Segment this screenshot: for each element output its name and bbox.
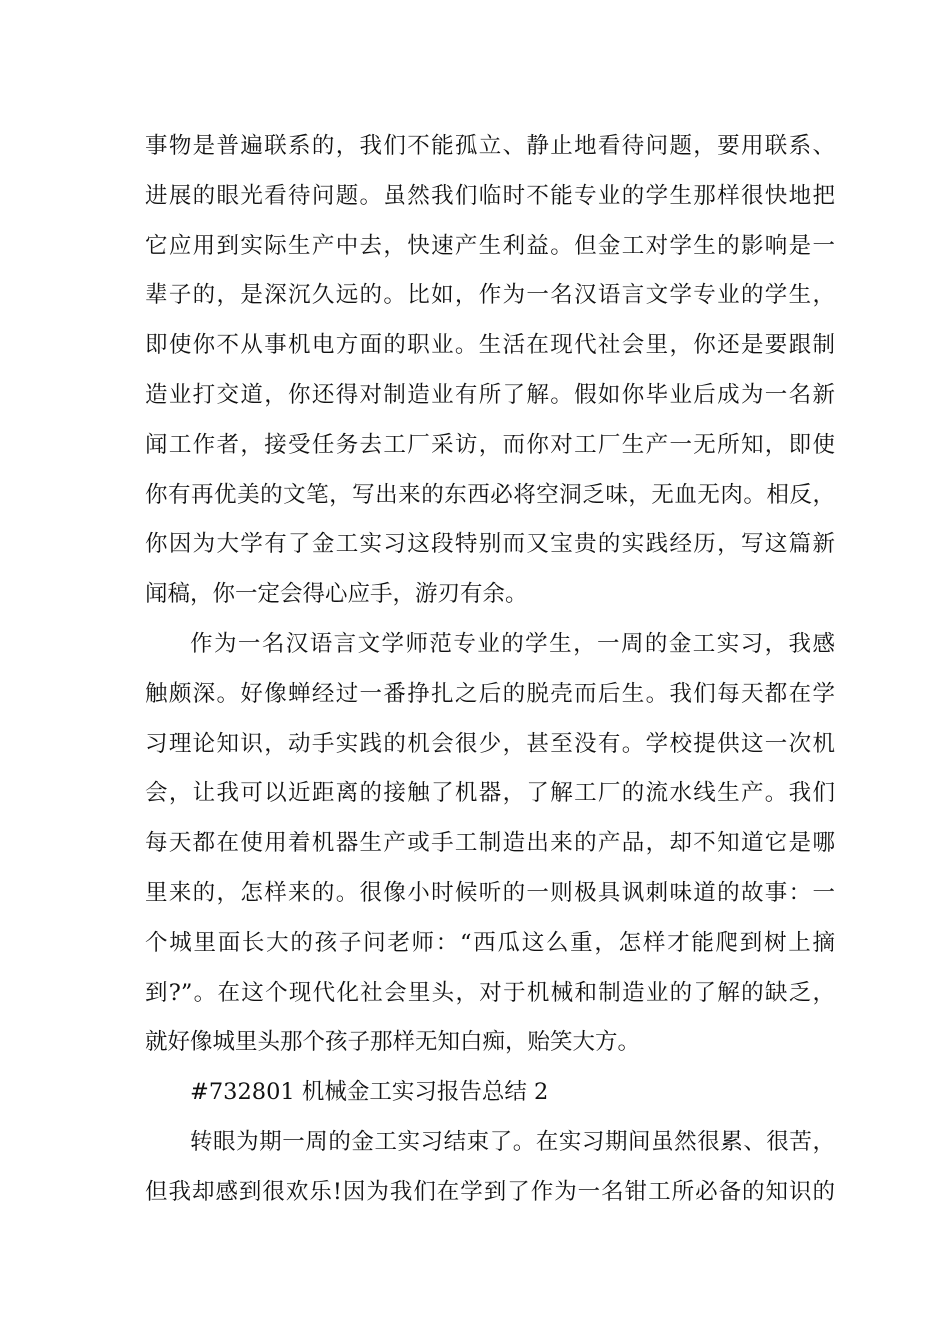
paragraph-1-line-1: 事物是普遍联系的，我们不能孤立、静止地看待问题，要用联系、	[145, 133, 835, 159]
paragraph-2-line-1: 作为一名汉语言文学师范专业的学生，一周的金工实习，我感	[190, 630, 835, 657]
paragraph-1-line-6: 造业打交道，你还得对制造业有所了解。假如你毕业后成为一名新	[145, 381, 835, 408]
document-body	[145, 128, 835, 1224]
paragraph-2-line-8: 到?”。在这个现代化社会里头，对于机械和制造业的了解的缺乏，	[145, 979, 835, 1006]
paragraph-3-line-1: 转眼为期一周的金工实习结束了。在实习期间虽然很累、很苦，	[190, 1128, 835, 1155]
paragraph-1-line-5: 即使你不从事机电方面的职业。生活在现代社会里，你还是要跟制	[145, 332, 835, 359]
paragraph-2-line-9: 就好像城里头那个孩子那样无知白痴，贻笑大方。	[145, 1029, 641, 1056]
paragraph-1-line-8: 你有再优美的文笔，写出来的东西必将空洞乏味，无血无肉。相反，	[145, 481, 835, 508]
paragraph-1-line-9: 你因为大学有了金工实习这段特别而又宝贵的实践经历，写这篇新	[145, 531, 835, 558]
section-heading: #732801 机械金工实习报告总结 2	[190, 1079, 549, 1106]
paragraph-1-line-4: 辈子的，是深沉久远的。比如，作为一名汉语言文学专业的学生，	[145, 282, 835, 309]
paragraph-2-line-3: 习理论知识，动手实践的机会很少，甚至没有。学校提供这一次机	[145, 730, 835, 757]
paragraph-1-line-3: 它应用到实际生产中去，快速产生利益。但金工对学生的影响是一	[145, 232, 835, 259]
paragraph-1-line-10: 闻稿，你一定会得心应手，游刃有余。	[145, 581, 528, 608]
paragraph-2-line-5: 每天都在使用着机器生产或手工制造出来的产品，却不知道它是哪	[145, 830, 835, 857]
paragraph-1-line-7: 闻工作者，接受任务去工厂采访，而你对工厂生产一无所知，即使	[145, 431, 835, 458]
paragraph-3-line-2: 但我却感到很欢乐!因为我们在学到了作为一名钳工所必备的知识的	[145, 1178, 835, 1205]
paragraph-2-line-6: 里来的，怎样来的。很像小时候听的一则极具讽刺味道的故事：一	[145, 879, 835, 906]
paragraph-2-line-2: 触颇深。好像蝉经过一番挣扎之后的脱壳而后生。我们每天都在学	[145, 680, 835, 707]
paragraph-1-line-2: 进展的眼光看待问题。虽然我们临时不能专业的学生那样很快地把	[145, 182, 835, 209]
paragraph-2-line-7: 个城里面长大的孩子问老师：“西瓜这么重，怎样才能爬到树上摘	[145, 929, 835, 956]
paragraph-2-line-4: 会，让我可以近距离的接触了机器，了解工厂的流水线生产。我们	[145, 780, 835, 807]
